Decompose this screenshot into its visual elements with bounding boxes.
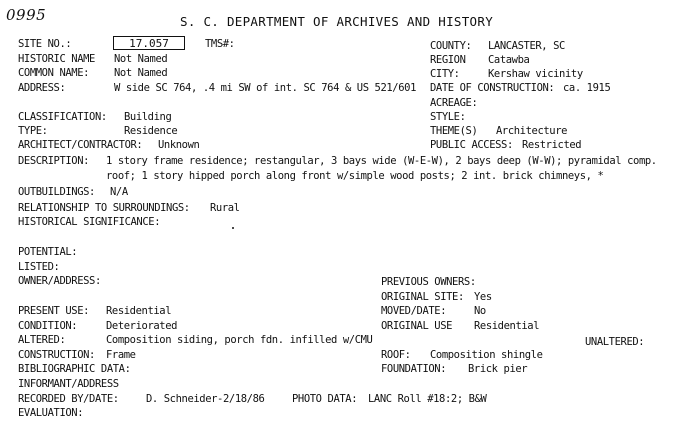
region-label: REGION — [430, 54, 466, 66]
architect-value: Unknown — [158, 139, 200, 151]
bibliographic-data-label: BIBLIOGRAPHIC DATA: — [18, 363, 131, 375]
previous-owners-label: PREVIOUS OWNERS: — [381, 276, 476, 288]
original-use-value: Residential — [474, 320, 540, 332]
recorded-by-value: D. Schneider-2/18/86 — [146, 393, 265, 405]
unaltered-label: UNALTERED: — [585, 336, 645, 348]
acreage-label: ACREAGE: — [430, 97, 478, 109]
style-label: STYLE: — [430, 111, 466, 123]
informant-address-label: INFORMANT/ADDRESS — [18, 378, 119, 390]
classification-value: Building — [124, 111, 172, 123]
moved-date-label: MOVED/DATE: — [381, 305, 447, 317]
type-value: Residence — [124, 125, 178, 137]
potential-label: POTENTIAL: — [18, 246, 78, 258]
themes-value: Architecture — [496, 125, 568, 137]
recorded-by-label: RECORDED BY/DATE: — [18, 393, 119, 405]
original-site-value: Yes — [474, 291, 492, 303]
roof-label: ROOF: — [381, 349, 411, 361]
historic-name-value: Not Named — [114, 53, 168, 65]
foundation-value: Brick pier — [468, 363, 528, 375]
type-label: TYPE: — [18, 125, 48, 137]
form-number-handwritten: 0995 — [6, 6, 47, 24]
tms-label: TMS#: — [205, 38, 235, 50]
foundation-label: FOUNDATION: — [381, 363, 447, 375]
themes-label: THEME(S) — [430, 125, 478, 137]
present-use-label: PRESENT USE: — [18, 305, 90, 317]
department-title: S. C. DEPARTMENT OF ARCHIVES AND HISTORY — [180, 14, 494, 29]
outbuildings-value: N/A — [110, 186, 128, 198]
photo-data-label: PHOTO DATA: — [292, 393, 358, 405]
county-value: LANCASTER, SC — [488, 40, 565, 52]
condition-label: CONDITION: — [18, 320, 78, 332]
date-of-construction-value: ca. 1915 — [563, 82, 611, 94]
altered-value: Composition siding, porch fdn. infilled w/CMU — [106, 334, 373, 346]
original-site-label: ORIGINAL SITE: — [381, 291, 464, 303]
description-line-1: 1 story frame residence; restangular, 3 bays wide (W-E-W), 2 bays deep (W-W); pyramidal comp. — [106, 155, 657, 167]
construction-label: CONSTRUCTION: — [18, 349, 95, 361]
evaluation-label: EVALUATION: — [18, 407, 84, 419]
architect-label: ARCHITECT/CONTRACTOR: — [18, 139, 143, 151]
address-value: W side SC 764, .4 mi SW of int. SC 764 & US 521/601 — [114, 82, 416, 94]
stray-mark — [232, 227, 234, 229]
original-use-label: ORIGINAL USE — [381, 320, 453, 332]
relationship-value: Rural — [210, 202, 240, 214]
classification-label: CLASSIFICATION: — [18, 111, 107, 123]
roof-value: Composition shingle — [430, 349, 543, 361]
site-no-box — [113, 36, 185, 50]
site-no-label: SITE NO.: — [18, 38, 72, 50]
description-line-2: roof; 1 story hipped porch along front w/simple wood posts; 2 int. brick chimneys, * — [106, 170, 604, 182]
description-label: DESCRIPTION: — [18, 155, 90, 167]
address-label: ADDRESS: — [18, 82, 66, 94]
historic-name-label: HISTORIC NAME — [18, 53, 95, 65]
public-access-label: PUBLIC ACCESS: — [430, 139, 513, 151]
common-name-value: Not Named — [114, 67, 168, 79]
relationship-label: RELATIONSHIP TO SURROUNDINGS: — [18, 202, 190, 214]
historical-significance-label: HISTORICAL SIGNIFICANCE: — [18, 216, 161, 228]
region-value: Catawba — [488, 54, 530, 66]
public-access-value: Restricted — [522, 139, 582, 151]
condition-value: Deteriorated — [106, 320, 178, 332]
listed-label: LISTED: — [18, 261, 60, 273]
city-label: CITY: — [430, 68, 460, 80]
altered-label: ALTERED: — [18, 334, 66, 346]
moved-date-value: No — [474, 305, 486, 317]
county-label: COUNTY: — [430, 40, 472, 52]
outbuildings-label: OUTBUILDINGS: — [18, 186, 95, 198]
present-use-value: Residential — [106, 305, 172, 317]
city-value: Kershaw vicinity — [488, 68, 583, 80]
construction-value: Frame — [106, 349, 136, 361]
common-name-label: COMMON NAME: — [18, 67, 90, 79]
owner-address-label: OWNER/ADDRESS: — [18, 275, 101, 287]
photo-data-value: LANC Roll #18:2; B&W — [368, 393, 487, 405]
date-of-construction-label: DATE OF CONSTRUCTION: — [430, 82, 555, 94]
site-no-value: 17.057 — [129, 37, 169, 50]
